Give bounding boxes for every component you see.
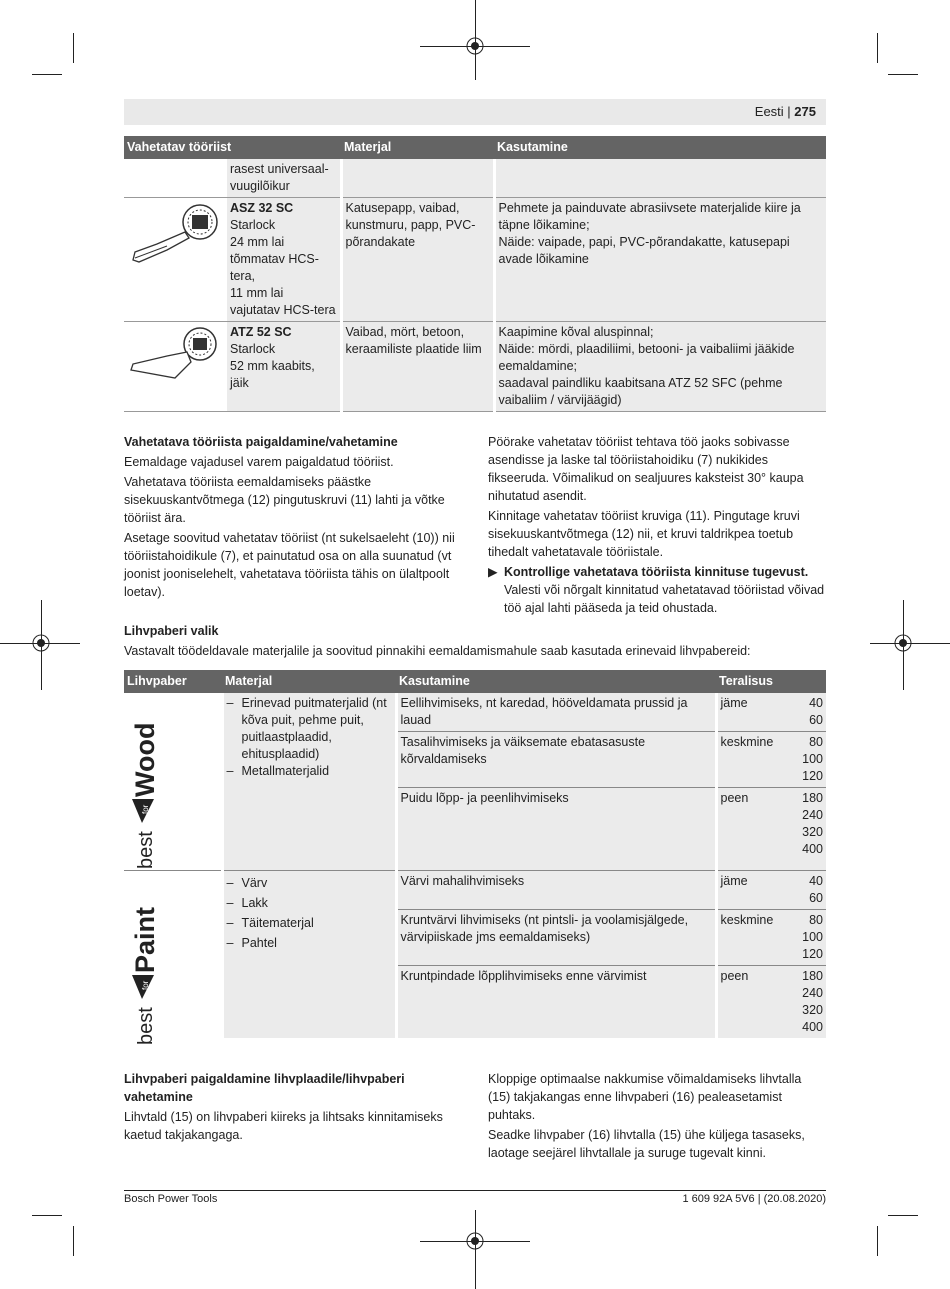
mount-text: Seadke lihvpaber (16) lihvtalla (15) ühe küljega tasaseks, laotage seejärel lihvtallale ja suruge tugevalt kinni. <box>488 1128 805 1160</box>
tool-material: Katusepapp, vaibad, kunstmuru, papp, PVC-põrandakate <box>341 198 494 322</box>
table-row <box>124 322 826 412</box>
grit-numbers: 40 60 <box>786 693 826 732</box>
brand-best: best <box>135 1007 157 1045</box>
sandpaper-table-header: Teralisus <box>716 670 826 693</box>
grit-cell: keskmine <box>716 910 786 966</box>
brand-cell <box>124 693 222 871</box>
sand-intro: Vastavalt töödeldavale materjalile ja soovitud pinnakihi eemaldamismahule saab kasutada erinevaid lihvpabereid: <box>124 644 751 658</box>
grit-numbers: 180 240 320 400 <box>786 788 826 871</box>
registration-mark-icon <box>464 35 486 57</box>
mount-text: Kloppige optimaalse nakkumise võimaldamiseks lihvtalla (15) takjakangas enne lihvpaberi (16) pealeasetamist puhtaks. <box>488 1072 802 1122</box>
tool-name: ASZ 32 SC <box>230 201 294 215</box>
grit-cell: keskmine <box>716 732 786 788</box>
best-for-paint-logo <box>126 873 160 1047</box>
page-header: Eesti | 275 <box>124 99 826 125</box>
saw-blade-image <box>127 202 227 282</box>
grit-numbers: 180 240 320 400 <box>786 966 826 1039</box>
warning-title: Kontrollige vahetatava tööriista kinnituse tugevust. <box>504 565 809 579</box>
registration-mark-icon <box>30 632 52 654</box>
tool-use: Pehmete ja painduvate abrasiivsete materjalide kiire ja täpne lõikamine; Näide: vaipade, papi, PVC-põrandakatte, katusepapi avade lõikamine <box>494 198 826 322</box>
brand-for: for <box>141 804 150 814</box>
install-text: Pöörake vahetatav tööriist tehtava töö jaoks sobivasse asendisse ja laske tal tööriistahoidiku (7) nukikides fikseeruda. Võimalikud on sealjuures kaksteist 30° kaupa nihutatud asendit. <box>488 435 804 503</box>
use-cell: Värvi mahalihvimiseks <box>396 871 716 910</box>
use-cell: Tasalihvimiseks ja väiksemate ebatasasuste kõrvaldamiseks <box>396 732 716 788</box>
mount-heading: Lihvpaberi paigaldamine lihvplaadile/lihvpaberi vahetamine <box>124 1072 405 1104</box>
sand-heading: Lihvpaberi valik <box>124 624 219 638</box>
sandpaper-table-header: Materjal <box>222 670 396 693</box>
table-row <box>124 198 826 322</box>
tool-cell <box>227 198 341 322</box>
mount-left <box>124 1070 464 1146</box>
table-row <box>124 159 826 198</box>
tool-table-header: Materjal <box>341 136 494 159</box>
sand-section <box>124 622 826 662</box>
tool-name: ATZ 52 SC <box>230 325 292 339</box>
tool-material: Vaibad, mört, betoon, keraamiliste plaatide liim <box>341 322 494 412</box>
sandpaper-table-header: Kasutamine <box>396 670 716 693</box>
warning-text: Valesti või nõrgalt kinnitatud vahetatavad tööriistad võivad töö ajal lahti pääseda ja teid ohustada. <box>504 583 825 615</box>
best-for-wood-logo <box>126 695 160 871</box>
list-item: – Metallmaterjalid <box>227 763 392 780</box>
list-item: – Värv <box>227 873 392 893</box>
list-item: – Lakk <box>227 893 392 913</box>
use-cell: Kruntvärvi lihvimiseks (nt pintsli- ja voolamisjälgede, värvipiiskade jms eemaldamiseks) <box>396 910 716 966</box>
header-language: Eesti <box>754 104 784 119</box>
grit-cell: jäme <box>716 693 786 732</box>
tool-table <box>124 136 826 412</box>
sandpaper-table <box>124 670 826 1045</box>
install-right <box>488 433 826 619</box>
install-text: Kinnitage vahetatav tööriist kruviga (11). Pingutage kruvi sisekuuskantvõtmega (12) nii, et kruvi taldrikpea toetub tihedalt vahetatavale tööriistale. <box>488 509 800 559</box>
use-cell: Puidu lõpp- ja peenlihvimiseks <box>396 788 716 871</box>
table-row <box>124 693 826 732</box>
brand-cell <box>124 871 222 1045</box>
install-text: Eemaldage vajadusel varem paigaldatud tööriist. <box>124 455 394 469</box>
mount-text: Lihvtald (15) on lihvpaberi kiireks ja lihtsaks kinnitamiseks kaetud takjakangaga. <box>124 1110 443 1142</box>
tool-cell <box>227 322 341 412</box>
tool-desc: rasest universaal-vuugilõikur <box>227 159 341 198</box>
install-text: Asetage soovitud vahetatav tööriist (nt sukelsaeleht (10)) nii tööriistahoidikule (7), et painutatud osa on alla suunatud (vt joonist jooniselehelt, vahetatava tööriista tähis on ülaltpoolt loetav). <box>124 531 455 599</box>
use-cell: Kruntpindade lõpplihvimiseks enne värvimist <box>396 966 716 1039</box>
table-row <box>124 871 826 910</box>
sandpaper-table-header: Lihvpaber <box>124 670 222 693</box>
scraper-blade-image <box>127 326 227 396</box>
list-item: – Erinevad puitmaterjalid (nt kõva puit, pehme puit, puitlaastplaadid, ehitusplaadid) <box>227 695 392 763</box>
arrow-icon: ▶ <box>488 565 498 579</box>
brand-best: best <box>135 831 157 869</box>
mount-right <box>488 1070 826 1164</box>
grit-cell: jäme <box>716 871 786 910</box>
install-left <box>124 433 464 603</box>
use-cell: Eellihvimiseks, nt karedad, hööveldamata prussid ja lauad <box>396 693 716 732</box>
tool-desc: Starlock 24 mm lai tõmmatav HCS-tera, 11 mm lai vajutatav HCS-tera <box>230 218 336 317</box>
grit-cell: peen <box>716 788 786 871</box>
tool-use: Kaapimine kõval aluspinnal; Näide: mördi, plaadiliimi, betooni- ja vaibaliimi jääkide eemaldamine; saadaval paindliku kaabitsana ATZ 52 SFC (pehme vaibaliim / värvijäägid) <box>494 322 826 412</box>
list-item: – Pahtel <box>227 933 392 953</box>
grit-numbers: 80 100 120 <box>786 910 826 966</box>
list-item: – Täitematerjal <box>227 913 392 933</box>
material-cell <box>222 693 396 871</box>
brand-for: for <box>141 980 150 990</box>
grit-numbers: 80 100 120 <box>786 732 826 788</box>
install-heading: Vahetatava tööriista paigaldamine/vahetamine <box>124 435 398 449</box>
page-footer <box>124 1190 826 1205</box>
grit-numbers: 40 60 <box>786 871 826 910</box>
footer-left: Bosch Power Tools <box>124 1193 218 1205</box>
install-text: Vahetatava tööriista eemaldamiseks päästke sisekuuskantvõtmega (12) pingutuskruvi (11) lahti ja võtke tööriist ära. <box>124 475 445 525</box>
page-number: 275 <box>794 104 816 119</box>
registration-mark-icon <box>464 1230 486 1252</box>
footer-right: 1 609 92A 5V6 | (20.08.2020) <box>682 1193 826 1205</box>
tool-table-header: Kasutamine <box>494 136 826 159</box>
brand-word: Paint <box>130 906 160 973</box>
material-cell <box>222 871 396 1039</box>
tool-desc: Starlock 52 mm kaabits, jäik <box>230 342 315 390</box>
grit-cell: peen <box>716 966 786 1039</box>
tool-table-header: Vahetatav tööriist <box>124 136 341 159</box>
brand-word: Wood <box>130 722 160 797</box>
registration-mark-icon <box>892 632 914 654</box>
